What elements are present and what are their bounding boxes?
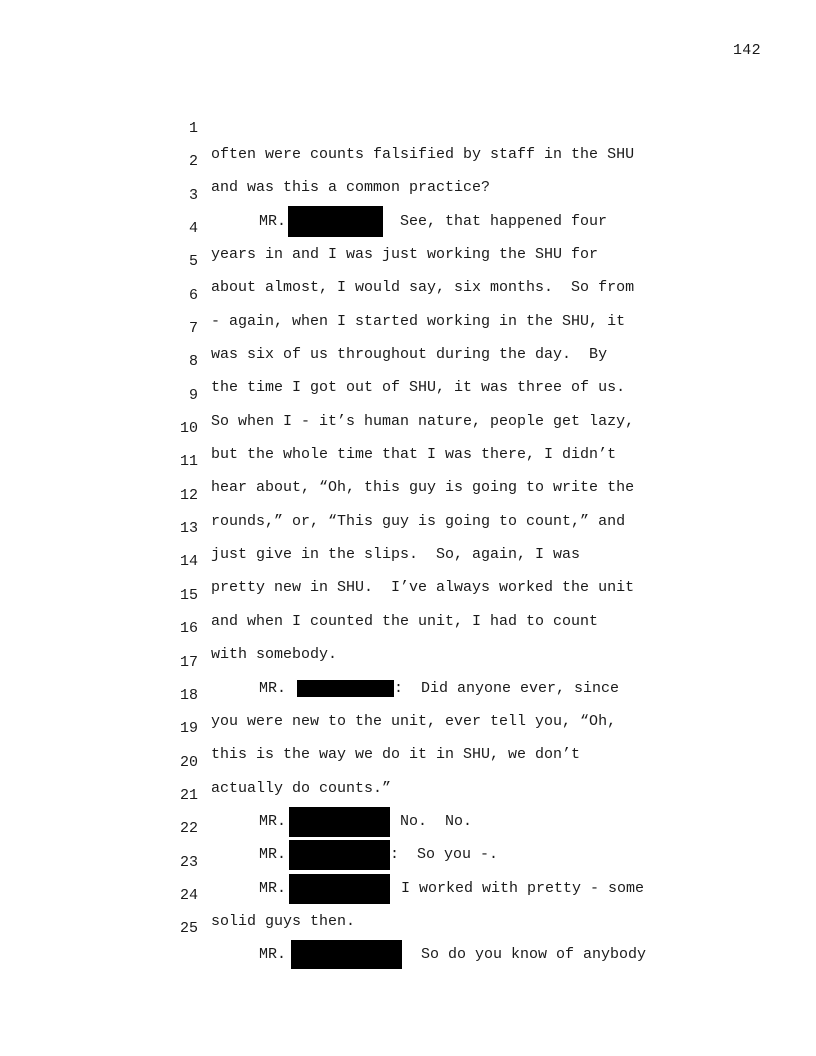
line-text: So when I - it’s human nature, people get lazy, (211, 412, 635, 430)
transcript-line (0, 890, 816, 964)
line-text: was six of us throughout during the day. By (211, 346, 608, 364)
line-text: rounds,” or, “This guy is going to count,” and (211, 512, 626, 530)
line-number: 10 (179, 420, 198, 438)
line-text: - again, when I started working in the SHU, it (211, 312, 626, 330)
line-number: 13 (179, 520, 198, 538)
speaker-text: So do you know of anybody (421, 946, 647, 964)
line-text: about almost, I would say, six months. So from (211, 279, 635, 297)
speaker-text: I worked with pretty - some (401, 879, 645, 897)
transcript-line (0, 290, 816, 364)
line-number: 7 (188, 320, 198, 338)
line-text: pretty new in SHU. I’ve always worked the unit (211, 579, 635, 597)
line-number: 23 (179, 853, 198, 871)
line-text: and was this a common practice? (211, 179, 491, 197)
line-text: actually do counts.” (211, 779, 392, 797)
line-number: 21 (179, 786, 198, 804)
line-number: 16 (179, 620, 198, 638)
line-number: 8 (188, 353, 198, 371)
line-text: you were new to the unit, ever tell you, “Oh, (211, 712, 617, 730)
line-text: with somebody. (211, 646, 338, 664)
page-number: 142 (733, 42, 761, 59)
line-number: 18 (179, 686, 198, 704)
line-number: 20 (179, 753, 198, 771)
line-number: 19 (179, 720, 198, 738)
speaker-line (259, 942, 646, 969)
line-number: 1 (188, 120, 198, 137)
transcript-line (0, 257, 816, 330)
speaker-text: See, that happened four (400, 212, 608, 230)
line-text: this is the way we do it in SHU, we don’t (211, 746, 581, 764)
transcript-line (0, 190, 816, 264)
line-number: 5 (188, 253, 198, 271)
line-text: the time I got out of SHU, it was three of us. (211, 379, 626, 397)
line-number: 3 (188, 186, 198, 204)
transcript-line (0, 157, 816, 230)
line-number: 12 (179, 486, 198, 504)
transcript-line (0, 90, 816, 163)
line-number: 14 (179, 553, 198, 571)
line-text: solid guys then. (211, 912, 356, 930)
transcript-body (0, 90, 816, 964)
speaker-prefix: MR. (259, 812, 287, 830)
line-text: often were counts falsified by staff in the SHU (211, 146, 635, 163)
line-text: and when I counted the unit, I had to count (211, 612, 599, 630)
redaction-box (291, 940, 402, 969)
line-number: 4 (188, 220, 198, 238)
line-number: 25 (179, 920, 198, 938)
speaker-prefix: MR. (259, 212, 287, 230)
line-number: 9 (188, 386, 198, 404)
speaker-prefix: MR. (259, 946, 287, 964)
speaker-prefix: MR. (259, 846, 287, 864)
transcript-line (0, 123, 816, 197)
line-text: years in and I was just working the SHU for (211, 246, 599, 264)
speaker-text: : So you -. (390, 846, 499, 864)
line-number: 6 (188, 286, 198, 304)
transcript-line (0, 223, 816, 297)
line-number: 2 (188, 153, 198, 171)
line-text: just give in the slips. So, again, I was (211, 546, 581, 564)
line-number: 17 (179, 653, 198, 671)
transcript-line (0, 323, 816, 397)
line-text: but the whole time that I was there, I didn’t (211, 446, 617, 464)
speaker-prefix: MR. (259, 679, 287, 697)
line-text: hear about, “Oh, this guy is going to write the (211, 479, 635, 497)
speaker-text: : Did anyone ever, since (394, 679, 620, 697)
speaker-prefix: MR. (259, 879, 287, 897)
line-number: 22 (179, 820, 198, 838)
line-number: 24 (179, 886, 198, 904)
speaker-text: No. No. (400, 812, 473, 830)
line-number: 15 (179, 586, 198, 604)
line-number: 11 (179, 453, 198, 471)
